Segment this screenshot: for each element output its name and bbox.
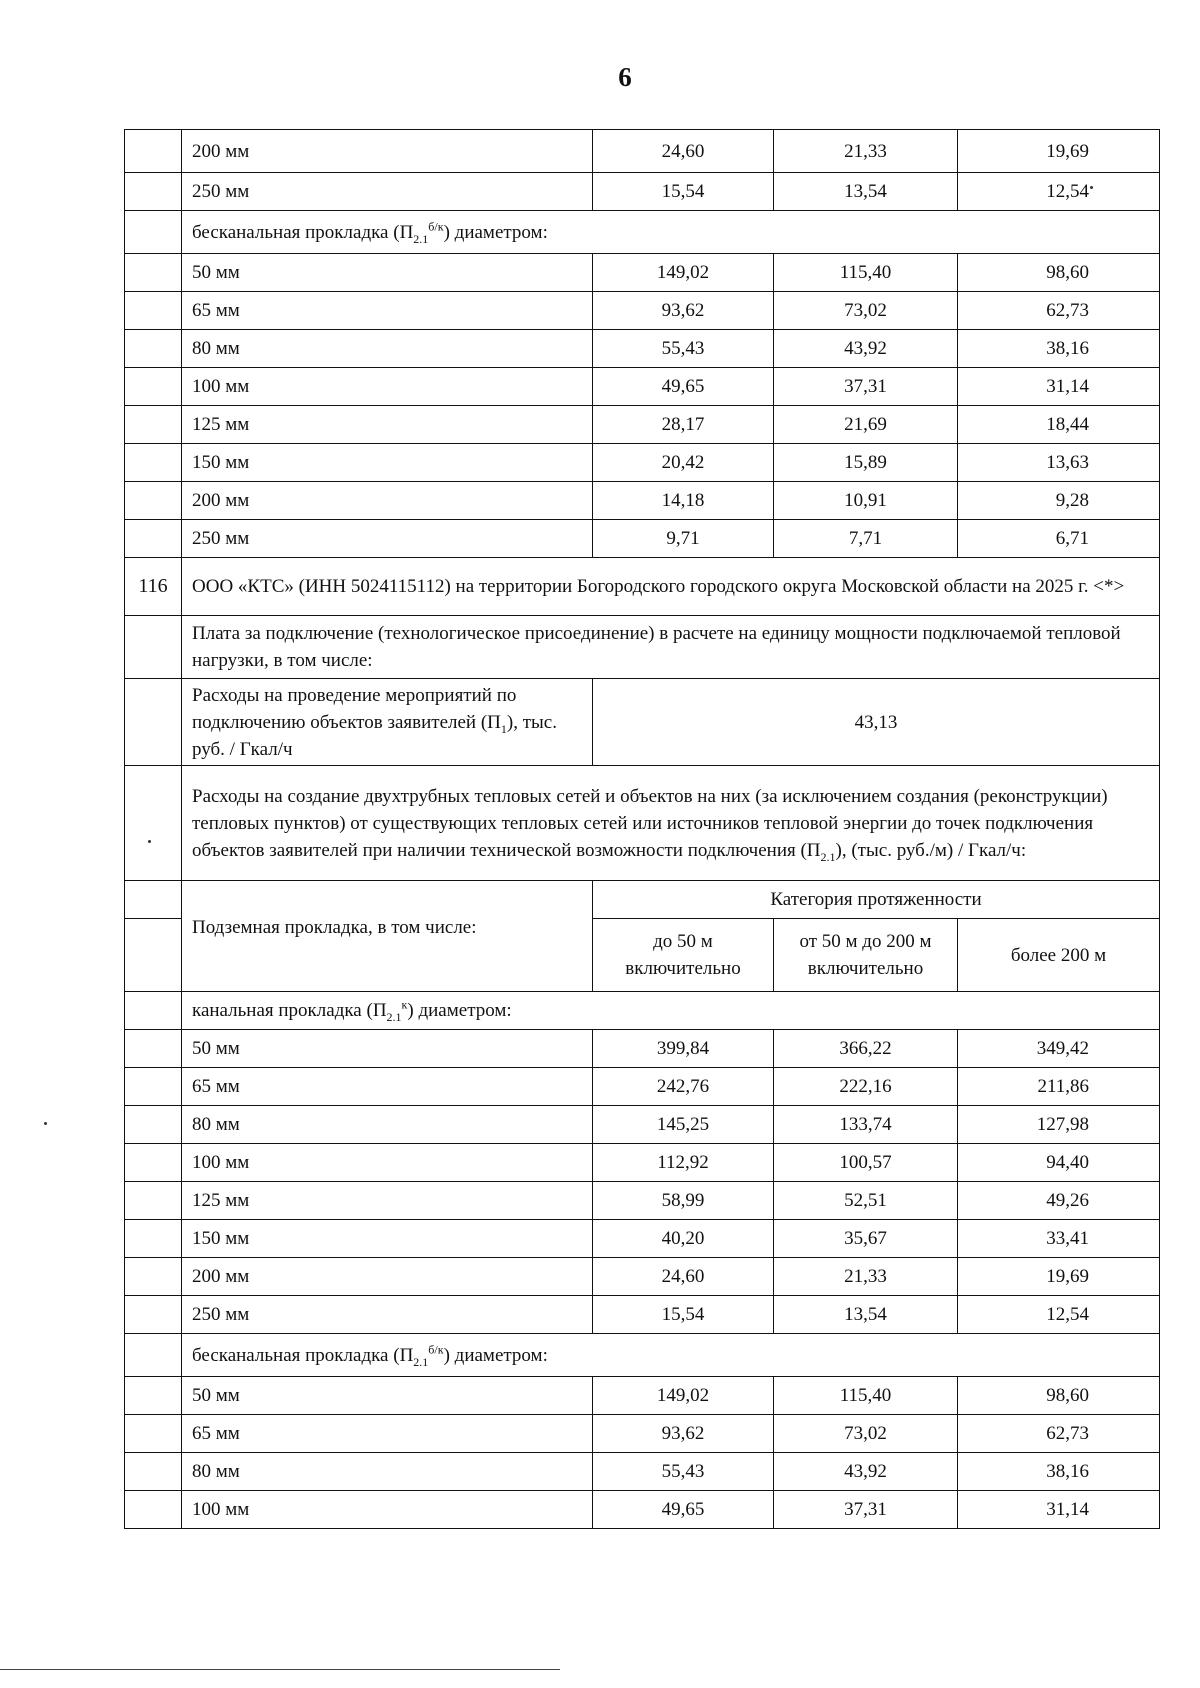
diameter-cell: 80 мм	[182, 1106, 593, 1144]
diameter-cell: 100 мм	[182, 1491, 593, 1529]
diameter-cell: 250 мм	[182, 173, 593, 211]
table-row	[125, 1068, 1160, 1106]
diameter-cell: 150 мм	[182, 444, 593, 482]
row-number-cell	[125, 330, 182, 368]
value-cell: 31,14	[958, 1491, 1160, 1529]
value-cell: 222,16	[774, 1068, 958, 1106]
value-cell: 37,31	[774, 368, 958, 406]
table-row	[125, 292, 1160, 330]
value-cell: 149,02	[593, 254, 774, 292]
value-cell: 52,51	[774, 1182, 958, 1220]
section-title-row	[125, 558, 1160, 616]
table-row	[125, 330, 1160, 368]
diameter-cell: 100 мм	[182, 368, 593, 406]
diameter-cell: 150 мм	[182, 1220, 593, 1258]
value-cell: 55,43	[593, 330, 774, 368]
row-number-cell	[125, 1453, 182, 1491]
value-cell: 13,54	[774, 173, 958, 211]
row-number-cell	[125, 1258, 182, 1296]
value-cell: 145,25	[593, 1106, 774, 1144]
value-cell: 73,02	[774, 1415, 958, 1453]
row-number-cell	[125, 1182, 182, 1220]
subsection-label-row	[125, 211, 1160, 254]
table-row	[125, 1491, 1160, 1529]
value-cell: 112,92	[593, 1144, 774, 1182]
table-row	[125, 482, 1160, 520]
value-cell: 18,44	[958, 406, 1160, 444]
diameter-cell: 80 мм	[182, 330, 593, 368]
value-cell: 19,69	[958, 1258, 1160, 1296]
page-number: 6	[618, 62, 632, 92]
value-cell: 12,54	[958, 173, 1160, 211]
row-number-cell	[125, 406, 182, 444]
value-cell: 19,69	[958, 130, 1160, 173]
value-cell: 14,18	[593, 482, 774, 520]
diameter-cell: 125 мм	[182, 406, 593, 444]
value-cell: 33,41	[958, 1220, 1160, 1258]
diameter-cell: 80 мм	[182, 1453, 593, 1491]
scan-speck	[44, 1122, 47, 1125]
table-row	[125, 1453, 1160, 1491]
diameter-cell: 100 мм	[182, 1144, 593, 1182]
row-number-cell	[125, 292, 182, 330]
value-cell: 40,20	[593, 1220, 774, 1258]
value-cell: 24,60	[593, 130, 774, 173]
value-cell: 62,73	[958, 292, 1160, 330]
value-cell: 115,40	[774, 1377, 958, 1415]
subsection-label-row	[125, 1334, 1160, 1377]
value-cell: 49,65	[593, 368, 774, 406]
value-cell: 37,31	[774, 1491, 958, 1529]
category-header: Категория протяженности	[593, 881, 1160, 919]
value-cell: 366,22	[774, 1030, 958, 1068]
row-number-cell	[125, 1030, 182, 1068]
section-title: ООО «КТС» (ИНН 5024115112) на территории Богородского городского округа Московской области на 2025 г. <*>	[182, 558, 1160, 616]
table-row	[125, 1182, 1160, 1220]
value-cell: 93,62	[593, 1415, 774, 1453]
table-row	[125, 1377, 1160, 1415]
tariff-table	[124, 129, 1160, 1529]
table-row	[125, 1220, 1160, 1258]
subsection-label-row	[125, 992, 1160, 1030]
diameter-cell: 65 мм	[182, 1068, 593, 1106]
value-cell: 49,26	[958, 1182, 1160, 1220]
value-cell: 24,60	[593, 1258, 774, 1296]
value-cell: 9,28	[958, 482, 1160, 520]
row-number-cell	[125, 130, 182, 173]
value-cell: 55,43	[593, 1453, 774, 1491]
value-cell: 149,02	[593, 1377, 774, 1415]
row-number: 116	[125, 558, 182, 616]
value-cell: 6,71	[958, 520, 1160, 558]
diameter-cell: 50 мм	[182, 254, 593, 292]
table-row	[125, 1144, 1160, 1182]
row-number-cell	[125, 520, 182, 558]
column-header: более 200 м	[958, 919, 1160, 992]
diameter-cell: 250 мм	[182, 1296, 593, 1334]
value-cell: 93,62	[593, 292, 774, 330]
value-cell: 43,92	[774, 1453, 958, 1491]
table-row	[125, 173, 1160, 211]
value-cell: 13,63	[958, 444, 1160, 482]
value-cell: 15,89	[774, 444, 958, 482]
subsection-label: бесканальная прокладка $(П_{2.1}^{б/к})$ диаметром:	[182, 211, 1160, 254]
channel-rows	[125, 1030, 1160, 1334]
diameter-cell: 50 мм	[182, 1377, 593, 1415]
diameter-cell: 125 мм	[182, 1182, 593, 1220]
diameter-cell: 200 мм	[182, 1258, 593, 1296]
value-cell: 21,33	[774, 1258, 958, 1296]
p21-row	[125, 766, 1160, 881]
row-number-cell	[125, 1068, 182, 1106]
p21-label: Расходы на создание двухтрубных тепловых сетей и объектов на них (за исключением создания (реконструкции) тепловых пунктов) от существующих тепловых сетей или источников тепловой энергии до точек подключения объектов заявителей при наличии технической возможности подключения $(П_{2.1})$, (тыс. руб./м) / Гкал/ч:	[182, 766, 1160, 881]
table-row	[125, 520, 1160, 558]
value-cell: 58,99	[593, 1182, 774, 1220]
value-cell: 15,54	[593, 1296, 774, 1334]
value-cell: 43,92	[774, 330, 958, 368]
fee-label-row	[125, 616, 1160, 679]
table-row	[125, 1296, 1160, 1334]
table-row	[125, 406, 1160, 444]
bk-rows	[125, 1377, 1160, 1529]
fee-label: Плата за подключение (технологическое присоединение) в расчете на единицу мощности подключаемой тепловой нагрузки, в том числе:	[182, 616, 1160, 679]
value-cell: 31,14	[958, 368, 1160, 406]
scan-speck	[1090, 186, 1093, 189]
value-cell: 211,86	[958, 1068, 1160, 1106]
row-number-cell	[125, 1491, 182, 1529]
subsection-label: бесканальная прокладка $(П_{2.1}^{б/к})$ диаметром:	[182, 1334, 1160, 1377]
value-cell: 349,42	[958, 1030, 1160, 1068]
row-number-cell	[125, 444, 182, 482]
value-cell: 399,84	[593, 1030, 774, 1068]
value-cell: 7,71	[774, 520, 958, 558]
row-number-cell	[125, 1144, 182, 1182]
diameter-cell: 65 мм	[182, 292, 593, 330]
diameter-cell: 200 мм	[182, 130, 593, 173]
value-cell: 12,54	[958, 1296, 1160, 1334]
p1-label: Расходы на проведение мероприятий по подключению объектов заявителей $(П_1)$, тыс. руб. / Гкал/ч	[182, 679, 593, 766]
row-number-cell	[125, 1377, 182, 1415]
table-row	[125, 1258, 1160, 1296]
value-cell: 15,54	[593, 173, 774, 211]
value-cell: 133,74	[774, 1106, 958, 1144]
table-row	[125, 1106, 1160, 1144]
column-header: от 50 м до 200 м включительно	[774, 919, 958, 992]
diameter-cell: 200 мм	[182, 482, 593, 520]
column-header: до 50 м включительно	[593, 919, 774, 992]
top-bk-rows	[125, 254, 1160, 558]
header-row	[125, 881, 1160, 919]
p1-row	[125, 679, 1160, 766]
value-cell: 98,60	[958, 254, 1160, 292]
diameter-cell: 250 мм	[182, 520, 593, 558]
value-cell: 62,73	[958, 1415, 1160, 1453]
value-cell: 73,02	[774, 292, 958, 330]
value-cell: 28,17	[593, 406, 774, 444]
table-row	[125, 444, 1160, 482]
row-number-cell	[125, 1296, 182, 1334]
diameter-cell: 65 мм	[182, 1415, 593, 1453]
value-cell: 21,69	[774, 406, 958, 444]
row-number-cell	[125, 368, 182, 406]
table-row	[125, 368, 1160, 406]
value-cell: 13,54	[774, 1296, 958, 1334]
value-cell: 9,71	[593, 520, 774, 558]
scan-edge-line	[0, 1669, 560, 1670]
table-row	[125, 1030, 1160, 1068]
value-cell: 21,33	[774, 130, 958, 173]
value-cell: 38,16	[958, 1453, 1160, 1491]
value-cell: 94,40	[958, 1144, 1160, 1182]
value-cell: 35,67	[774, 1220, 958, 1258]
row-number-cell	[125, 1106, 182, 1144]
value-cell: 20,42	[593, 444, 774, 482]
value-cell: 10,91	[774, 482, 958, 520]
value-cell: 38,16	[958, 330, 1160, 368]
row-number-cell	[125, 1415, 182, 1453]
subsection-label: канальная прокладка $(П_{2.1}^к)$ диаметром:	[182, 992, 1160, 1030]
table-row	[125, 1415, 1160, 1453]
diameter-cell: 50 мм	[182, 1030, 593, 1068]
value-cell: 100,57	[774, 1144, 958, 1182]
underground-label: Подземная прокладка, в том числе:	[182, 881, 593, 992]
p1-value: 43,13	[593, 679, 1160, 766]
row-number-cell	[125, 482, 182, 520]
value-cell: 127,98	[958, 1106, 1160, 1144]
value-cell: 98,60	[958, 1377, 1160, 1415]
table-row	[125, 130, 1160, 173]
table-row	[125, 254, 1160, 292]
row-number-cell	[125, 254, 182, 292]
value-cell: 115,40	[774, 254, 958, 292]
value-cell: 49,65	[593, 1491, 774, 1529]
value-cell: 242,76	[593, 1068, 774, 1106]
scan-speck	[148, 840, 151, 843]
row-number-cell	[125, 1220, 182, 1258]
